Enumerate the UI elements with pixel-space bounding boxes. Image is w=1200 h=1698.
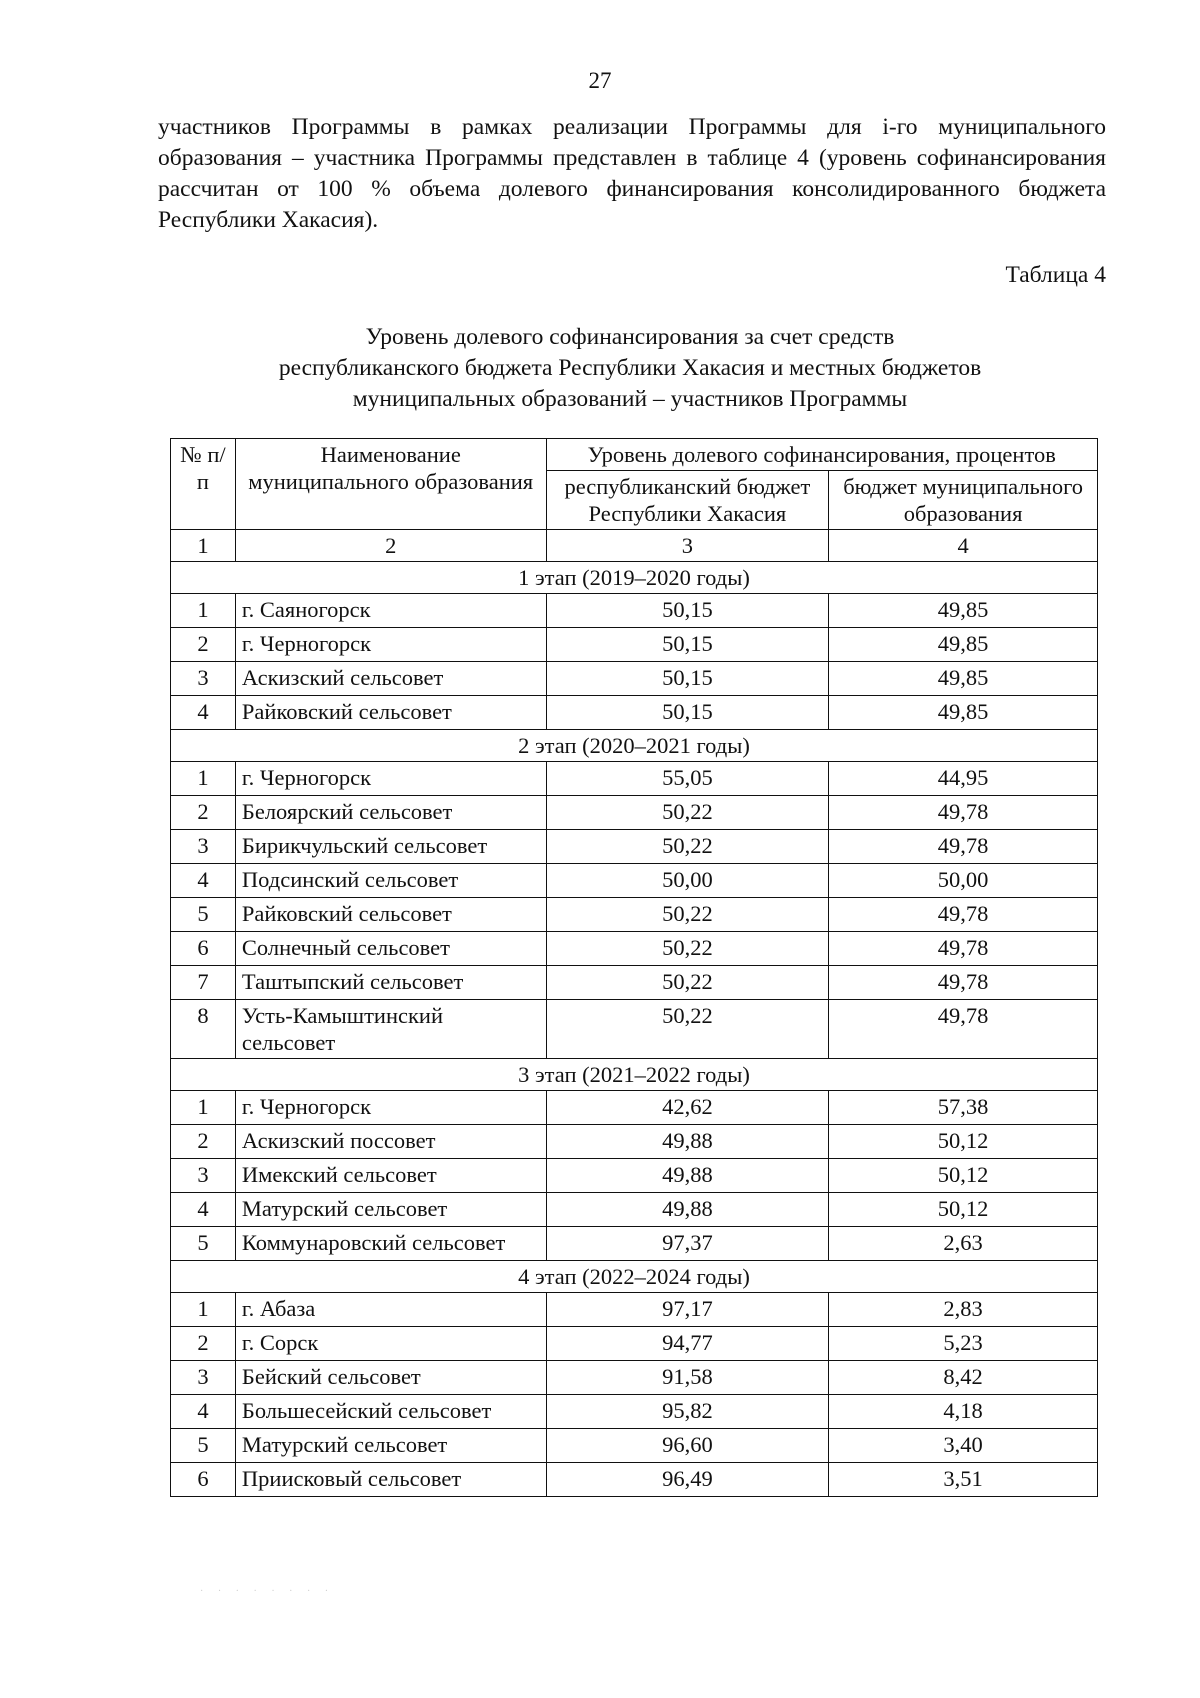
row-name: Большесейский сельсовет — [235, 1395, 546, 1429]
row-republic-value: 42,62 — [546, 1091, 829, 1125]
row-municipal-value: 8,42 — [829, 1361, 1098, 1395]
row-num: 5 — [171, 898, 236, 932]
table-label: Таблица 4 — [1005, 262, 1106, 288]
table-row — [171, 1000, 1098, 1059]
row-name: Приисковый сельсовет — [235, 1463, 546, 1497]
table-row — [171, 1193, 1098, 1227]
stage-row — [171, 1059, 1098, 1091]
table-header-row — [171, 439, 1098, 471]
row-num: 3 — [171, 1159, 236, 1193]
table-row — [171, 1429, 1098, 1463]
row-municipal-value: 49,78 — [829, 966, 1098, 1000]
row-num: 3 — [171, 830, 236, 864]
scan-artifact: · · · · · · · · — [200, 1586, 335, 1597]
row-num: 4 — [171, 696, 236, 730]
row-municipal-value: 50,12 — [829, 1193, 1098, 1227]
row-republic-value: 97,37 — [546, 1227, 829, 1261]
caption-line: Уровень долевого софинансирования за счет средств — [365, 324, 895, 350]
row-municipal-value: 49,85 — [829, 628, 1098, 662]
row-republic-value: 91,58 — [546, 1361, 829, 1395]
table-caption — [170, 322, 1090, 415]
row-name: г. Саяногорск — [235, 594, 546, 628]
row-num: 2 — [171, 796, 236, 830]
stage-row — [171, 562, 1098, 594]
row-num: 6 — [171, 1463, 236, 1497]
stage-row — [171, 1261, 1098, 1293]
row-num: 3 — [171, 1361, 236, 1395]
header-name: Наименование муниципального образования — [235, 439, 546, 530]
row-name: Аскизский сельсовет — [235, 662, 546, 696]
table-row — [171, 830, 1098, 864]
row-name: Бирикчульский сельсовет — [235, 830, 546, 864]
row-municipal-value: 3,51 — [829, 1463, 1098, 1497]
row-municipal-value: 44,95 — [829, 762, 1098, 796]
row-municipal-value: 4,18 — [829, 1395, 1098, 1429]
row-municipal-value: 49,78 — [829, 1000, 1098, 1059]
row-num: 3 — [171, 662, 236, 696]
page-number: 27 — [588, 68, 612, 93]
table-row — [171, 1395, 1098, 1429]
row-name: Райковский сельсовет — [235, 696, 546, 730]
row-municipal-value: 49,78 — [829, 796, 1098, 830]
row-municipal-value: 49,85 — [829, 696, 1098, 730]
table-body — [171, 530, 1098, 1497]
row-name: Подсинский сельсовет — [235, 864, 546, 898]
table-row — [171, 628, 1098, 662]
table-row — [171, 1091, 1098, 1125]
column-number: 3 — [546, 530, 829, 562]
row-name: г. Черногорск — [235, 1091, 546, 1125]
stage-row — [171, 730, 1098, 762]
column-number-row — [171, 530, 1098, 562]
table-row — [171, 864, 1098, 898]
row-num: 8 — [171, 1000, 236, 1059]
row-num: 4 — [171, 1395, 236, 1429]
row-num: 2 — [171, 628, 236, 662]
row-num: 7 — [171, 966, 236, 1000]
row-name: Матурский сельсовет — [235, 1193, 546, 1227]
column-number: 4 — [829, 530, 1098, 562]
stage-title: 1 этап (2019–2020 годы) — [171, 562, 1098, 594]
row-name: Матурский сельсовет — [235, 1429, 546, 1463]
row-num: 6 — [171, 932, 236, 966]
row-republic-value: 49,88 — [546, 1193, 829, 1227]
row-num: 4 — [171, 1193, 236, 1227]
row-republic-value: 49,88 — [546, 1159, 829, 1193]
header-republic: республиканский бюджет Республики Хакасия — [546, 471, 829, 530]
table-row — [171, 1159, 1098, 1193]
row-municipal-value: 2,83 — [829, 1293, 1098, 1327]
stage-title: 2 этап (2020–2021 годы) — [171, 730, 1098, 762]
row-municipal-value: 50,12 — [829, 1159, 1098, 1193]
row-num: 1 — [171, 1091, 236, 1125]
table-row — [171, 1463, 1098, 1497]
row-republic-value: 50,22 — [546, 830, 829, 864]
row-municipal-value: 49,78 — [829, 830, 1098, 864]
row-municipal-value: 50,12 — [829, 1125, 1098, 1159]
row-republic-value: 50,15 — [546, 628, 829, 662]
row-name: г. Черногорск — [235, 762, 546, 796]
table-row — [171, 1327, 1098, 1361]
row-municipal-value: 49,85 — [829, 662, 1098, 696]
row-municipal-value: 5,23 — [829, 1327, 1098, 1361]
stage-title: 4 этап (2022–2024 годы) — [171, 1261, 1098, 1293]
row-num: 5 — [171, 1227, 236, 1261]
table-row — [171, 696, 1098, 730]
row-republic-value: 95,82 — [546, 1395, 829, 1429]
row-name: Коммунаровский сельсовет — [235, 1227, 546, 1261]
row-name: г. Сорск — [235, 1327, 546, 1361]
row-num: 4 — [171, 864, 236, 898]
header-municipal: бюджет муниципального образования — [829, 471, 1098, 530]
row-republic-value: 50,22 — [546, 796, 829, 830]
row-republic-value: 50,15 — [546, 662, 829, 696]
table-row — [171, 662, 1098, 696]
row-num: 1 — [171, 594, 236, 628]
table-row — [171, 762, 1098, 796]
row-name: Бейский сельсовет — [235, 1361, 546, 1395]
row-num: 2 — [171, 1327, 236, 1361]
row-republic-value: 55,05 — [546, 762, 829, 796]
row-num: 1 — [171, 762, 236, 796]
row-municipal-value: 49,78 — [829, 898, 1098, 932]
caption-line: муниципальных образований – участников Программы — [352, 386, 908, 412]
table-row — [171, 966, 1098, 1000]
table-row — [171, 898, 1098, 932]
table-row — [171, 932, 1098, 966]
row-municipal-value: 49,85 — [829, 594, 1098, 628]
caption-line: республиканского бюджета Республики Хакасия и местных бюджетов — [278, 355, 982, 381]
table-row — [171, 1227, 1098, 1261]
row-municipal-value: 3,40 — [829, 1429, 1098, 1463]
table-row — [171, 1125, 1098, 1159]
row-republic-value: 50,22 — [546, 898, 829, 932]
row-name: Усть-Камыштинский сельсовет — [235, 1000, 546, 1059]
row-republic-value: 50,22 — [546, 966, 829, 1000]
row-name: Имекский сельсовет — [235, 1159, 546, 1193]
row-republic-value: 50,22 — [546, 1000, 829, 1059]
table-row — [171, 1293, 1098, 1327]
row-name: Райковский сельсовет — [235, 898, 546, 932]
row-municipal-value: 2,63 — [829, 1227, 1098, 1261]
row-num: 1 — [171, 1293, 236, 1327]
row-republic-value: 50,22 — [546, 932, 829, 966]
table-row — [171, 1361, 1098, 1395]
row-name: г. Черногорск — [235, 628, 546, 662]
stage-title: 3 этап (2021–2022 годы) — [171, 1059, 1098, 1091]
row-municipal-value: 50,00 — [829, 864, 1098, 898]
table-row — [171, 796, 1098, 830]
row-num: 2 — [171, 1125, 236, 1159]
row-republic-value: 49,88 — [546, 1125, 829, 1159]
row-num: 5 — [171, 1429, 236, 1463]
row-republic-value: 50,15 — [546, 696, 829, 730]
row-republic-value: 50,15 — [546, 594, 829, 628]
row-name: Аскизский поссовет — [235, 1125, 546, 1159]
row-name: Белоярский сельсовет — [235, 796, 546, 830]
row-municipal-value: 57,38 — [829, 1091, 1098, 1125]
row-name: Таштыпский сельсовет — [235, 966, 546, 1000]
header-level: Уровень долевого софинансирования, процентов — [546, 439, 1097, 471]
row-republic-value: 96,60 — [546, 1429, 829, 1463]
row-municipal-value: 49,78 — [829, 932, 1098, 966]
intro-paragraph: участников Программы в рамках реализации Программы для i-го муниципального образования – участника Программы представлен в таблице 4 (уровень софинансирования рассчитан от 100 % объема долевого финансирования консолидированного бюджета Республики Хакасия). — [158, 114, 1106, 233]
row-republic-value: 50,00 — [546, 864, 829, 898]
row-name: г. Абаза — [235, 1293, 546, 1327]
row-republic-value: 96,49 — [546, 1463, 829, 1497]
row-name: Солнечный сельсовет — [235, 932, 546, 966]
table-row — [171, 594, 1098, 628]
column-number: 2 — [235, 530, 546, 562]
row-republic-value: 94,77 — [546, 1327, 829, 1361]
column-number: 1 — [171, 530, 236, 562]
cofinancing-table — [170, 438, 1098, 1497]
header-num: № п/п — [171, 439, 236, 530]
row-republic-value: 97,17 — [546, 1293, 829, 1327]
